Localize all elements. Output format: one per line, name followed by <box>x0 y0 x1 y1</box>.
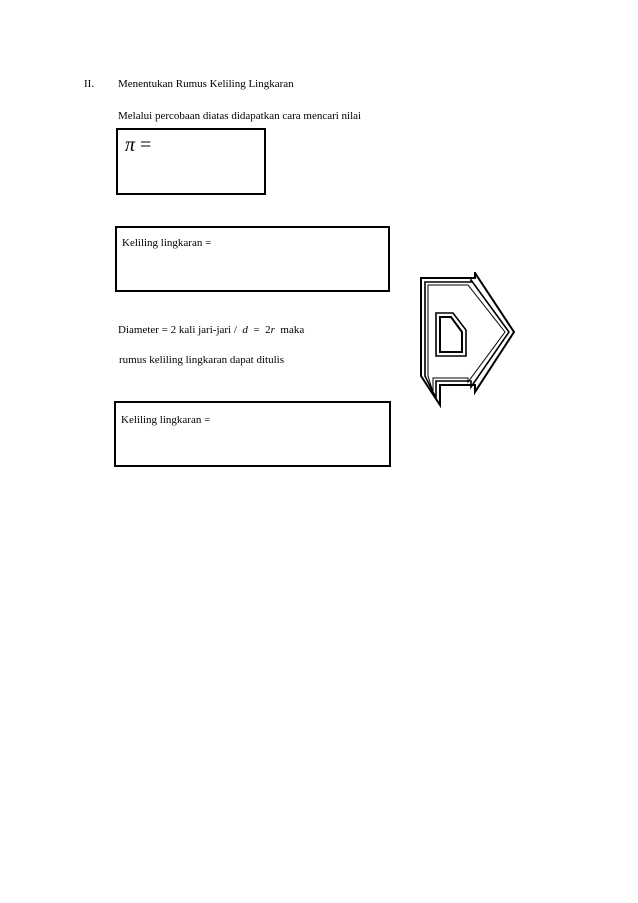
diameter-suffix: maka <box>280 324 305 336</box>
diameter-prefix: Diameter = 2 kali jari-jari / <box>118 324 237 336</box>
diameter-line <box>118 324 304 336</box>
arrow-inner-outline <box>425 280 509 398</box>
rumus-text: rumus keliling lingkaran dapat ditulis <box>119 354 284 366</box>
section-number: II. <box>84 78 95 90</box>
section-title: Menentukan Rumus Keliling Lingkaran <box>118 78 294 90</box>
keliling-label-1: Keliling lingkaran = <box>122 237 212 249</box>
keliling-box-1[interactable] <box>115 226 390 292</box>
formula-equals: = <box>253 324 260 336</box>
pi-formula <box>125 134 151 157</box>
keliling-box-2[interactable] <box>114 401 391 467</box>
pi-symbol: π <box>125 134 136 156</box>
pi-equals: = <box>140 134 152 156</box>
formula-r: r <box>270 324 275 336</box>
formula-two: 2 <box>265 324 271 336</box>
intro-text: Melalui percobaan diatas didapatkan cara mencari nilai <box>118 110 362 122</box>
u-turn-arrow-icon <box>418 272 518 408</box>
formula-d: d <box>242 324 248 336</box>
pi-box[interactable] <box>116 128 266 195</box>
keliling-label-2: Keliling lingkaran = <box>121 414 211 426</box>
